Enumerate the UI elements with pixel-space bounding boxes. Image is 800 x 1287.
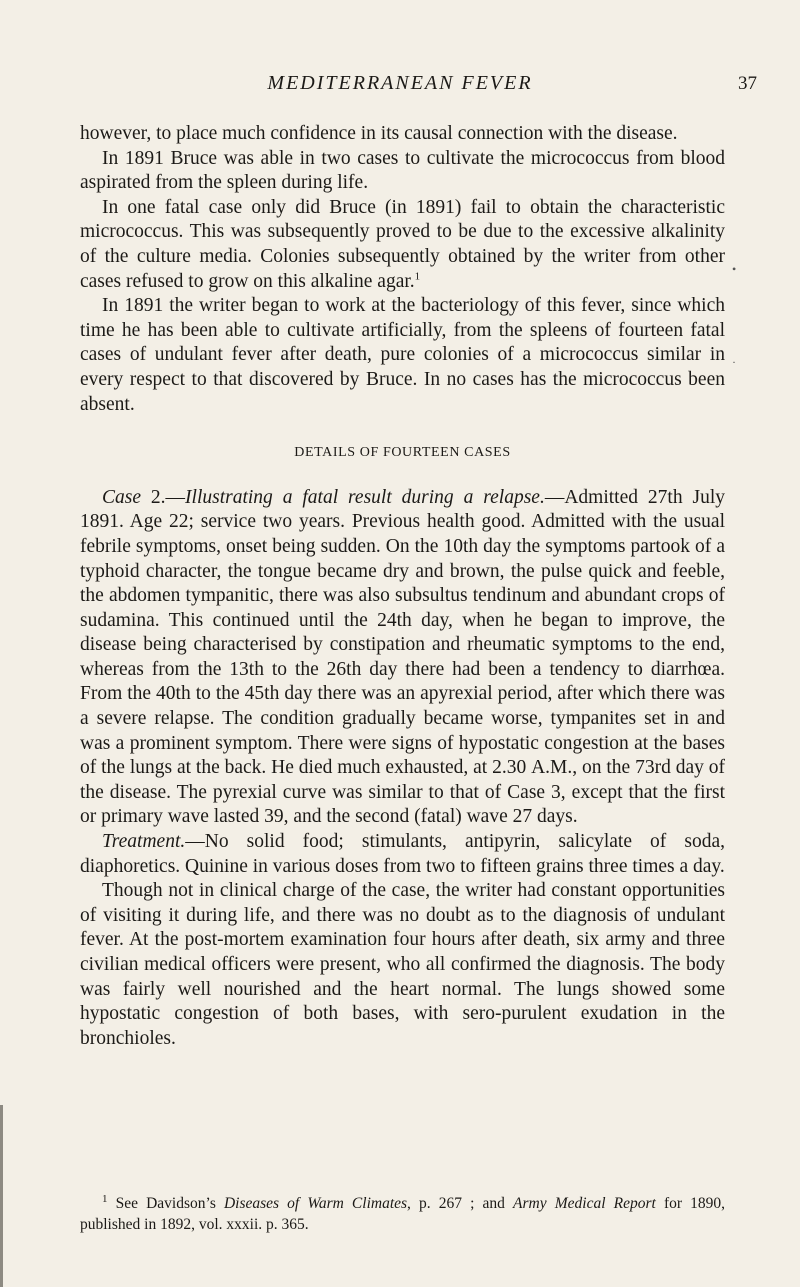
- treatment-label: Treatment.: [102, 831, 186, 853]
- body-text: [80, 122, 725, 1051]
- case-time: A.M.: [531, 757, 573, 779]
- case-paragraph: [80, 486, 725, 830]
- binding-edge-shadow: [0, 1105, 3, 1287]
- footnote-book-title: Diseases of Warm Climates: [223, 1195, 408, 1212]
- case-title: Illustrating a fatal result during a relapse.: [185, 486, 545, 508]
- case-label: Case: [102, 486, 141, 508]
- treatment-paragraph: [80, 830, 725, 879]
- footnote-text: , p. 267 ; and: [407, 1195, 514, 1212]
- footnote-report-title: Army Medical Report: [513, 1195, 656, 1212]
- paragraph: [80, 196, 725, 294]
- margin-speck: ·: [732, 355, 736, 369]
- paragraph: however, to place much confidence in its causal connection with the disease.: [80, 123, 678, 144]
- paragraph: In 1891 Bruce was able in two cases to cultivate the micrococcus from blood aspirated from the spleen during life.: [80, 147, 725, 194]
- paragraph-text: In one fatal case only did Bruce (in 1891) fail to obtain the characteristic micrococcus. This was subsequently proved to be due to the excessive alkalinity of the culture media. Colonies subsequently obtained by the writer from other cases refused to grow on this alkaline agar.: [80, 196, 725, 292]
- treatment-text: —No solid food; stimulants, antipyrin, salicylate of soda, diaphoretics. Quinine in various doses from two to fifteen grains three times a day.: [80, 831, 725, 877]
- case-number: 2.—: [141, 486, 186, 508]
- case-text-continued: , on the 73rd day of the disease. The pyrexial curve was similar to that of Case 3, except that the first or primary wave lasted 39, and the second (fatal) wave 27 days.: [80, 757, 725, 828]
- footnote-text: See Davidson’s: [107, 1195, 224, 1212]
- section-heading: DETAILS OF FOURTEEN CASES: [294, 445, 511, 461]
- margin-speck: •: [732, 262, 737, 276]
- footnote-marker: 1: [102, 1192, 108, 1205]
- footnote-text: for 1890, published in 1892, vol. xxxii. p. 365.: [80, 1195, 725, 1233]
- paragraph: Though not in clinical charge of the case, the writer had constant opportunities of visiting it during life, and there was no doubt as to the diagnosis of undulant fever. At the post-mortem examination four hours after death, six army and three civilian medical officers were present, who all confirmed the diagnosis. The body was fairly well nourished and the heart normal. The lungs showed some hypostatic congestion of both bases, with sero-purulent exudation in the bronchioles.: [80, 880, 725, 1049]
- running-title: MEDITERRANEAN FEVER: [267, 72, 533, 94]
- footnote-reference: 1: [414, 270, 421, 283]
- footnote: [80, 1193, 725, 1235]
- case-text: —Admitted 27th July 1891. Age 22; service two years. Previous health good. Admitted with the usual febrile symptoms, onset being sudden. On the 10th day the symptoms partook of a typhoid character, the tongue became dry and brown, the pulse quick and feeble, the abdomen tympanitic, there was also subsultus tendinum and abundant crops of sudamina. This continued until the 24th day, when he began to improve, the disease being characterised by constipation and rheumatic symptoms to the end, whereas from the 13th to the 26th day there had been a tendency to diarrhœa. From the 40th to the 45th day there was an apyrexial period, after which there was a severe relapse. The condition gradually became worse, tympanites set in and was a prominent symptom. There were signs of hypostatic congestion at the bases of the lungs at the back. He died much exhausted, at 2.30: [80, 486, 725, 779]
- page-number: 37: [738, 73, 757, 94]
- paragraph: In 1891 the writer began to work at the bacteriology of this fever, since which time he has been able to cultivate artificially, from the spleens of fourteen fatal cases of undulant fever after death, pure colonies of a micrococcus similar in every respect to that discovered by Bruce. In no cases has the micrococcus been absent.: [80, 295, 725, 415]
